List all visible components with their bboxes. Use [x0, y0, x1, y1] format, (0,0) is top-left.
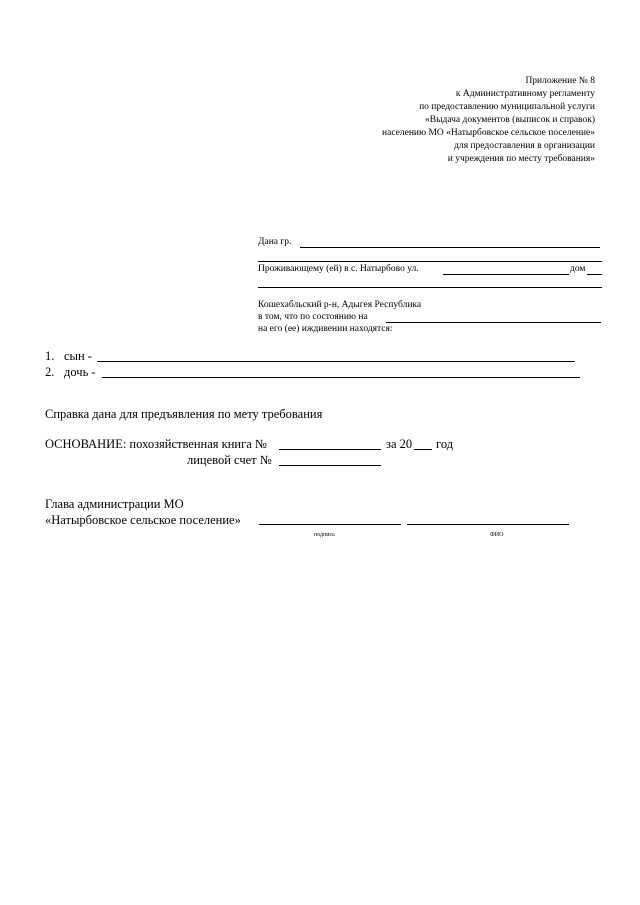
issued-to-field[interactable]: [300, 247, 600, 248]
appendix-header: [382, 75, 595, 166]
appendix-line: населению МО «Натырбовское сельское поселение»: [382, 128, 595, 138]
residing-label: Проживающему (ей) в с. Натырбово ул.: [258, 264, 419, 274]
list-item-number: 2.: [45, 365, 55, 379]
house-field[interactable]: [587, 274, 602, 275]
full-name-caption: ФИО: [490, 532, 504, 538]
as-of-label: в том, что по состоянию на: [258, 312, 368, 322]
signature-caption: подпись: [314, 532, 335, 538]
year-prefix: за 20: [386, 437, 413, 451]
street-field[interactable]: [443, 274, 569, 275]
issued-to-label: Дана гр.: [258, 237, 292, 247]
list-item-number: 1.: [45, 349, 55, 363]
appendix-line: для предоставления в организации: [454, 141, 595, 151]
signature-field[interactable]: [259, 524, 401, 525]
district-text: Кошехабльский р-н, Адыгея Республика: [258, 300, 422, 310]
year-suffix: год: [436, 437, 454, 451]
appendix-line: по предоставлению муниципальной услуги: [419, 102, 595, 112]
list-item-daughter-label: дочь -: [64, 365, 96, 379]
book-number-field[interactable]: [279, 449, 381, 450]
account-number-field[interactable]: [279, 465, 381, 466]
daughter-field[interactable]: [102, 377, 580, 378]
signer-title-line2: «Натырбовское сельское поселение»: [45, 513, 241, 527]
as-of-date-field[interactable]: [386, 322, 601, 323]
issued-to-field-continuation[interactable]: [258, 261, 602, 262]
dependents-label: на его (ее) иждивении находятся:: [258, 324, 393, 334]
son-field[interactable]: [97, 361, 575, 362]
purpose-text: Справка дана для предъявления по мету требования: [45, 407, 323, 421]
account-label: лицевой счет №: [187, 453, 272, 467]
address-field-continuation[interactable]: [258, 287, 602, 288]
appendix-line: «Выдача документов (выписок и справок): [425, 115, 595, 125]
year-field[interactable]: [414, 449, 432, 450]
appendix-line: Приложение № 8: [525, 76, 595, 86]
list-item-son-label: сын -: [64, 349, 92, 363]
appendix-line: к Административному регламенту: [455, 89, 595, 99]
signer-title-line1: Глава администрации МО: [45, 497, 184, 511]
appendix-line: и учреждения по месту требования»: [447, 154, 595, 164]
house-label: дом: [570, 264, 586, 274]
basis-label: ОСНОВАНИЕ: похозяйственная книга №: [45, 437, 267, 451]
full-name-field[interactable]: [407, 524, 569, 525]
